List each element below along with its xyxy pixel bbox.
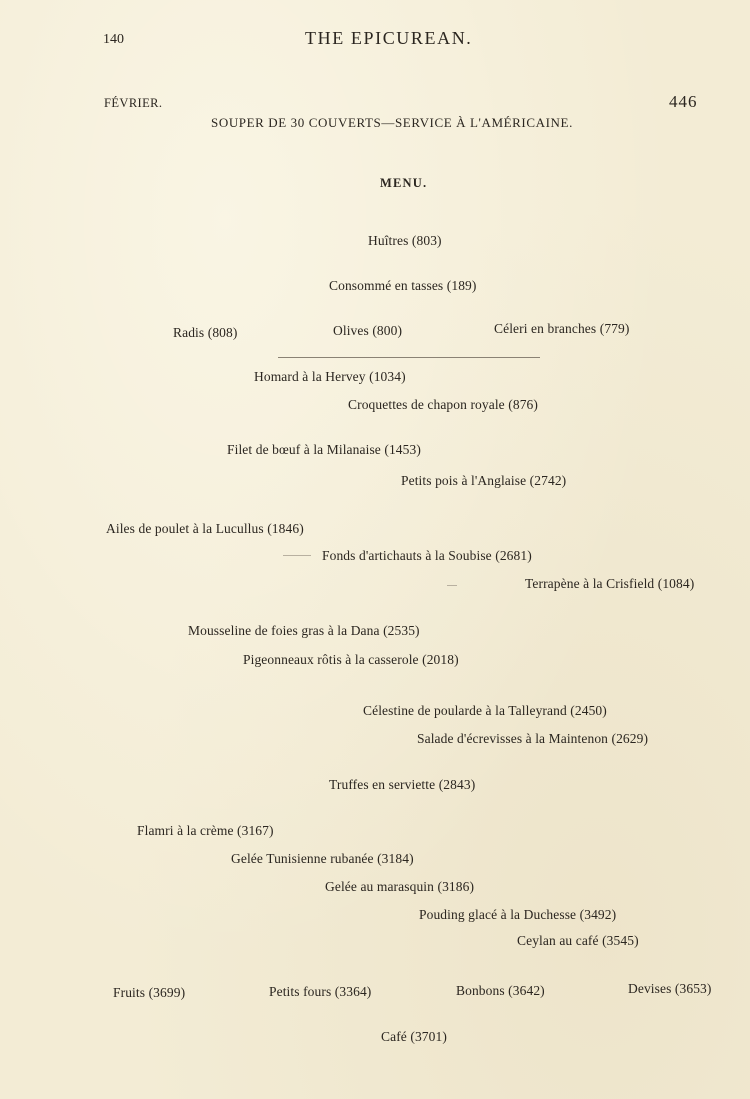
menu-item: Olives (800) xyxy=(333,323,403,338)
menu-item: Petits pois à l'Anglaise (2742) xyxy=(401,473,567,488)
dash-mark xyxy=(283,555,311,556)
page-number: 140 xyxy=(103,32,124,47)
dash-mark xyxy=(447,585,457,586)
menu-item: Croquettes de chapon royale (876) xyxy=(348,397,538,412)
menu-item: Truffes en serviette (2843) xyxy=(329,777,476,792)
menu-item: Terrapène à la Crisfield (1084) xyxy=(525,576,695,591)
running-head: THE EPICUREAN. xyxy=(305,28,473,48)
menu-item: Filet de bœuf à la Milanaise (1453) xyxy=(227,442,421,457)
divider-rule xyxy=(278,357,540,358)
menu-item: Gelée Tunisienne rubanée (3184) xyxy=(231,851,414,866)
menu-item: Fonds d'artichauts à la Soubise (2681) xyxy=(322,548,532,563)
menu-item: Petits fours (3364) xyxy=(269,984,372,999)
menu-item: Mousseline de foies gras à la Dana (2535) xyxy=(188,623,420,638)
menu-item: Huîtres (803) xyxy=(368,233,442,248)
menu-item: Ceylan au café (3545) xyxy=(517,933,639,948)
menu-heading: MENU. xyxy=(380,176,428,190)
menu-item: Devises (3653) xyxy=(628,981,712,996)
menu-month: FÉVRIER. xyxy=(104,96,163,110)
menu-item: Pigeonneaux rôtis à la casserole (2018) xyxy=(243,652,459,667)
menu-item: Gelée au marasquin (3186) xyxy=(325,879,475,894)
menu-item: Pouding glacé à la Duchesse (3492) xyxy=(419,907,617,922)
menu-number: 446 xyxy=(669,92,698,111)
menu-item: Bonbons (3642) xyxy=(456,983,545,998)
menu-item: Flamri à la crème (3167) xyxy=(137,823,274,838)
menu-item: Céleri en branches (779) xyxy=(494,321,630,336)
menu-title: SOUPER DE 30 COUVERTS—SERVICE À L'AMÉRICAINE. xyxy=(211,115,573,130)
menu-item: Ailes de poulet à la Lucullus (1846) xyxy=(106,521,304,536)
menu-item: Homard à la Hervey (1034) xyxy=(254,369,406,384)
menu-item: Café (3701) xyxy=(381,1029,447,1044)
menu-item: Fruits (3699) xyxy=(113,985,186,1000)
menu-item: Radis (808) xyxy=(173,325,238,340)
menu-item: Salade d'écrevisses à la Maintenon (2629) xyxy=(417,731,649,746)
menu-item: Consommé en tasses (189) xyxy=(329,278,477,293)
menu-item: Célestine de poularde à la Talleyrand (2450) xyxy=(363,703,607,718)
